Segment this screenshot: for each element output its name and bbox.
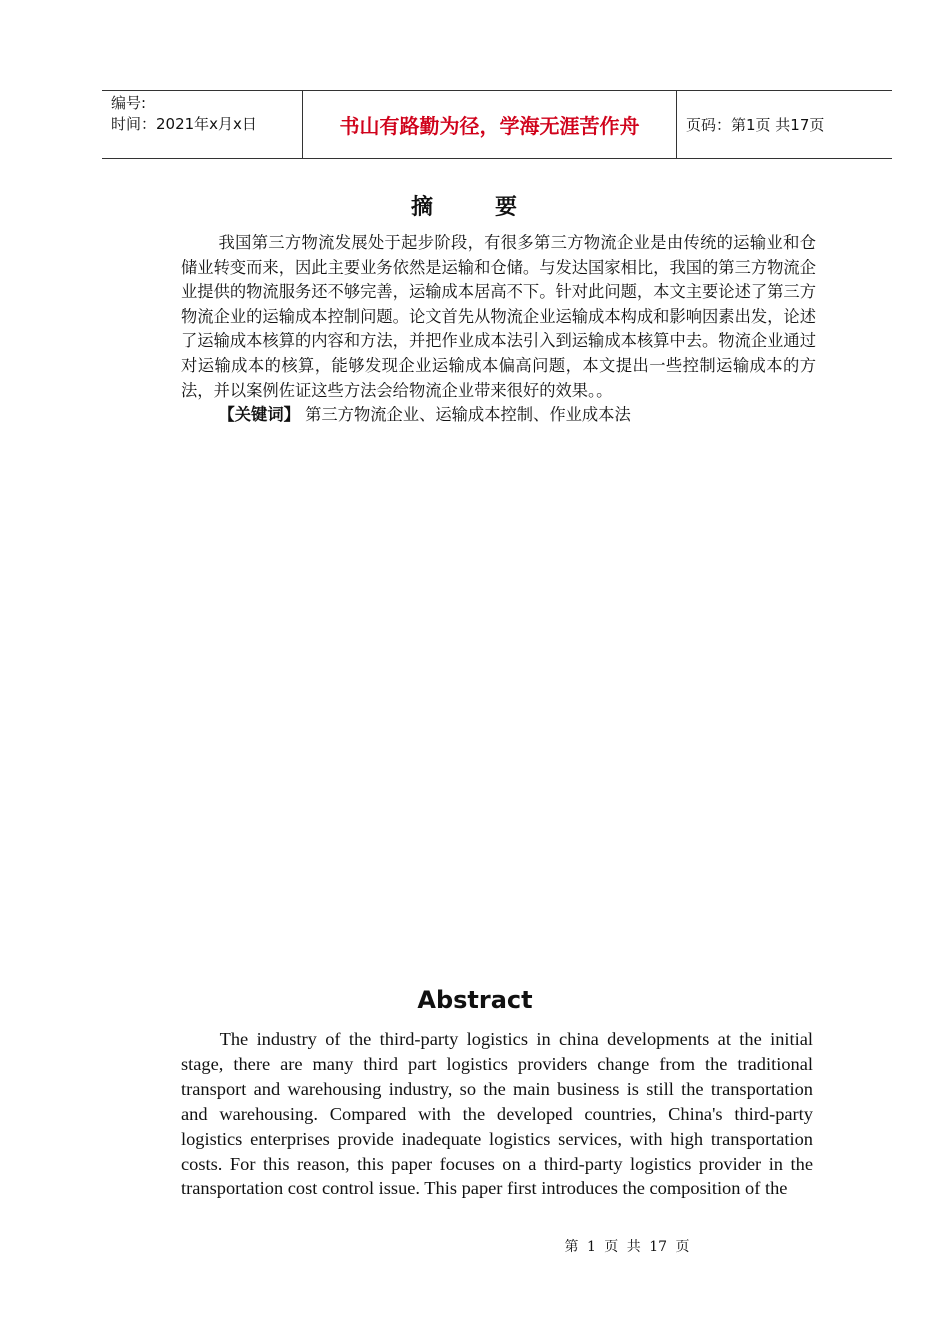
keywords-label: 【关键词】 [218, 405, 300, 425]
page-footer: 第 1 页 共 17 页 [564, 1239, 690, 1255]
chinese-abstract-body: 我国第三方物流发展处于起步阶段，有很多第三方物流企业是由传统的运输业和仓储业转变而来，因此主要业务依然是运输和仓储。与发达国家相比，我国的第三方物流企业提供的物流服务还不够完善，运输成本居高不下。针对此问题，本文主要论述了第三方物流企业的运输成本控制问题。论文首先从物流企业运输成本构成和影响因素出发，论述了运输成本核算的内容和方法，并把作业成本法引入到运输成本核算中去。物流企业通过对运输成本的核算，能够发现企业运输成本偏高问题，本文提出一些控制运输成本的方法，并以案例佐证这些方法会给物流企业带来很好的效果。。 [181, 233, 816, 400]
serial-label: 编号: [111, 94, 147, 112]
chinese-abstract-title: 摘要 [410, 195, 579, 220]
english-abstract-title: Abstract [417, 986, 533, 1014]
english-abstract-body: The industry of the third-party logistics in china developments at the initial stage, there are many third part logistics providers change from the traditional transport and warehousing industry, so the main business is still the transportation and warehousing. Compared with the developed countries, China's third-party logistics enterprises provide inadequate logistics services, with high transportation costs. For this reason, this paper focuses on a third-party logistics provider in the transportation cost control issue. This paper first introduces the composition of the [181, 1029, 813, 1199]
english-abstract [181, 1027, 813, 1201]
header-page-info: 页码：第1页 共17页 [686, 116, 825, 134]
keywords-text: 第三方物流企业、运输成本控制、作业成本法 [305, 405, 631, 425]
chinese-abstract [181, 231, 816, 428]
time-label: 时间：2021年x月x日 [111, 115, 257, 133]
page-header [102, 90, 892, 159]
header-meta [102, 91, 303, 158]
chinese-keywords [181, 403, 816, 428]
header-motto: 书山有路勤为径，学海无涯苦作舟 [303, 91, 677, 158]
